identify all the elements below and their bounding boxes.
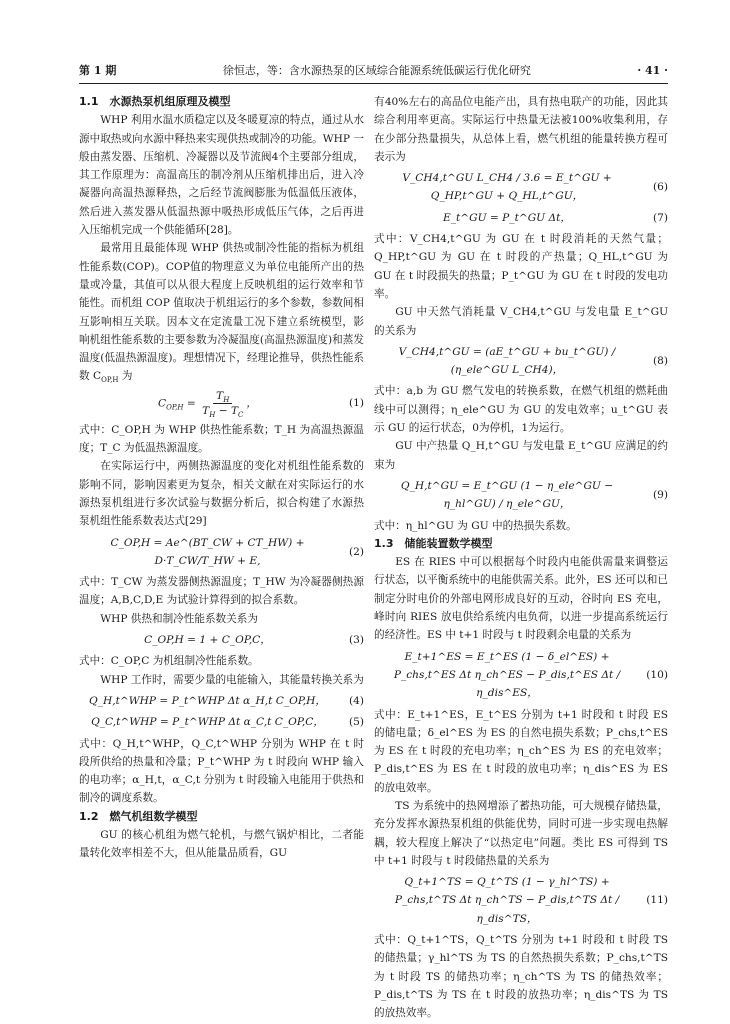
paragraph: 式中：Q_H,t^WHP，Q_C,t^WHP 分别为 WHP 在 t 时段所供给的热量和冷量；P_t^WHP 为 t 时段向 WHP 输入的电功率；α_H,t，α_C,t 分别为 t 时段输入电能用于供热和制冷的调度系数。 — [79, 737, 364, 805]
paragraph: 最常用且最能体现 WHP 供热或制冷性能的指标为机组性能系数(COP)。COP值的物理意义为单位电能所产出的热量或冷量，其值可以从很大程度上反映机组的运行效率和节能性。而机组 COP 值取决于机组运行的多个参数，参数间相互影响相互关联。因本文在定流量工况下建立系统模型，影响机组性能系数的主要参数为冷凝温度(高温热源温度)和蒸发温度(低温热源温度)。理想情况下，经理论推导，供热性能系数 $C_{OP,H}$ 为 — [79, 242, 364, 385]
paragraph: 式中：C_OP,C 为机组制冷性能系数。 — [79, 655, 259, 668]
equation-3: C_OP,H = 1 + C_OP,C， (3) — [144, 634, 364, 647]
equation-6: V_CH4,t^GU L_CH4 / 3.6 = E_t^GU + Q_HP,t^GU + Q_HL,t^GU， (6) — [402, 172, 668, 203]
paragraph: 式中：V_CH4,t^GU 为 GU 在 t 时段消耗的天然气量；Q_HP,t^GU 为 GU 在 t 时段的产热量；Q_HL,t^GU 为 GU 在 t 时段损失的热量；P_t^GU 为 GU 在 t 时段的发电功率。 — [374, 233, 668, 300]
paragraph: GU 中天然气消耗量 V_CH4,t^GU 与发电量 E_t^GU 的关系为 — [374, 306, 668, 337]
paragraph: 式中：Q_t+1^TS，Q_t^TS 分别为 t+1 时段和 t 时段 TS 的储热量；γ_hl^TS 为 TS 的自然热损失系数；P_chs,t^TS 为 t 时段 TS 的储热功率；η_ch^TS 为 TS 的储热效率；P_dis,t^TS 为 TS 在 t 时段的放热功率；η_dis^TS 为 TS 的放热效率。 — [374, 934, 668, 1020]
section-1-2-title: 1.2 燃气机组数学模型 — [79, 809, 198, 823]
paragraph: 式中：E_t+1^ES，E_t^ES 分别为 t+1 时段和 t 时段 ES 的储电量；δ_el^ES 为 ES 的自然电损失系数；P_chs,t^ES 为 ES 在 t 时段的充电功率；η_ch^ES 为 ES 的充电效率；P_dis,t^ES 为 ES 在 t 时段的放电功率；η_dis^ES 为 ES 的放电效率。 — [374, 708, 668, 794]
paragraph: 有40%左右的高品位电能产出，具有热电联产的功能，因此其综合利用率更高。实际运行中热量无法被100%收集利用，存在少部分热量损失，从总体上看，燃气机组的能量转换方程可表示为 — [374, 96, 668, 163]
equation-1: $C_{OP,H}$ = $\frac{T_H}{T_H - T_C}$ ， (1) — [158, 389, 364, 419]
paragraph: ES 在 RIES 中可以根据每个时段内电能供需量来调整运行状态，以平衡系统中的电能供需关系。此外，ES 还可以和已制定分时电价的外部电网形成良好的互动，谷时向 ES 充电，峰时向 RIES 放电供给系统内电负荷，以进一步提高系统运行的经济性。ES 中 t+1 时段与 t 时段剩余电量的关系为 — [374, 556, 668, 642]
paragraph: WHP 利用水温水质稳定以及冬暖夏凉的特点，通过从水源中取热或向水源中释热来实现供热或制冷的功能。WHP 一般由蒸发器、压缩机、冷凝器以及节流阀4个主要部分组成，其工作原理为：高温高压的制冷剂从压缩机排出后，进入冷凝器向高温热源释热，之后经节流阀膨胀为低温低压液体，然后进入蒸发器从低温热源中吸热形成低压气体，之后再进入压缩机完成一个供能循环[28]。 — [79, 114, 364, 237]
left-column — [79, 93, 364, 863]
header-rule — [79, 83, 668, 84]
equation-8: V_CH4,t^GU = (aE_t^GU + bu_t^GU) / (η_ele^GU L_CH4)， (8) — [398, 345, 668, 377]
section-1-3-title: 1.3 储能装置数学模型 — [374, 536, 493, 550]
equation-9: Q_H,t^GU = E_t^GU (1 − η_ele^GU − η_hl^GU) / η_ele^GU， (9) — [400, 479, 668, 511]
paragraph: WHP 工作时，需要少量的电能输入，其能量转换关系为 — [100, 673, 364, 686]
equation-5: Q_C,t^WHP = P_t^WHP Δt α_C,t C_OP,C， (5) — [91, 716, 364, 729]
paragraph: 在实际运行中，两侧热源温度的变化对机组性能系数的影响不同，影响因素更为复杂，相关文献在对实际运行的水源热泵机组进行多次试验与数据分析后，拟合构建了水源热泵机组性能系数表达式[29] — [79, 460, 364, 528]
running-title: 徐恒志，等：含水源热泵的区域综合能源系统低碳运行优化研究 — [222, 64, 531, 77]
equation-11: Q_t+1^TS = Q_t^TS (1 − γ_hl^TS) + P_chs,t^TS Δt η_ch^TS − P_dis,t^TS Δt / η_dis^TS， (11) — [394, 876, 668, 925]
equation-number: (1) — [348, 397, 364, 410]
right-column — [374, 93, 668, 1023]
equation-7: E_t^GU = P_t^GU Δt， (7) — [443, 211, 668, 224]
equation-2: C_OP,H = Ae^(BT_CW + CT_HW) + D·T_CW/T_HW + E, (2) — [110, 536, 364, 567]
page-number: · 41 · — [637, 63, 668, 77]
paragraph: 式中：T_CW 为蒸发器侧热源温度；T_HW 为冷凝器侧热源温度；A,B,C,D,E 为试验计算得到的拟合系数。 — [79, 576, 364, 607]
section-1-1-title: 1.1 水源热泵机组原理及模型 — [79, 95, 231, 108]
running-header — [79, 62, 668, 78]
paragraph: TS 为系统中的热网增添了蓄热功能，可大规模存储热量，充分发挥水源热泵机组的供能优势，同时可进一步实现电热解耦，较大程度上解决了“以热定电”问题。类比 ES 可得到 TS 中 t+1 时段与 t 时段储热量的关系为 — [374, 799, 668, 867]
paragraph: 式中：a,b 为 GU 燃气发电的转换系数，在燃气机组的燃耗曲线中可以测得；η_ele^GU 为 GU 的发电效率；u_t^GU 表示 GU 的运行状态，0为停机，1为运行。 — [374, 385, 668, 435]
paragraph: GU 中产热量 Q_H,t^GU 与发电量 E_t^GU 应满足的约束为 — [374, 440, 668, 471]
paragraph: WHP 供热和制冷性能系数关系为 — [100, 612, 258, 625]
issue-number: 第 1 期 — [79, 64, 117, 77]
paragraph: GU 的核心机组为燃气轮机，与燃气锅炉相比，二者能量转化效率相差不大，但从能量品质看，GU — [79, 828, 364, 860]
equation-10: E_t+1^ES = E_t^ES (1 − δ_el^ES) + P_chs,t^ES Δt η_ch^ES − P_dis,t^ES Δt / η_dis^ES， (10) — [393, 650, 668, 700]
paragraph: 式中：C_OP,H 为 WHP 供热性能系数；T_H 为高温热源温度；T_C 为低温热源温度。 — [79, 423, 364, 455]
equation-4: Q_H,t^WHP = P_t^WHP Δt α_H,t C_OP,H， (4) — [89, 694, 364, 707]
paragraph: 式中：η_hl^GU 为 GU 中的热损失系数。 — [374, 519, 577, 532]
